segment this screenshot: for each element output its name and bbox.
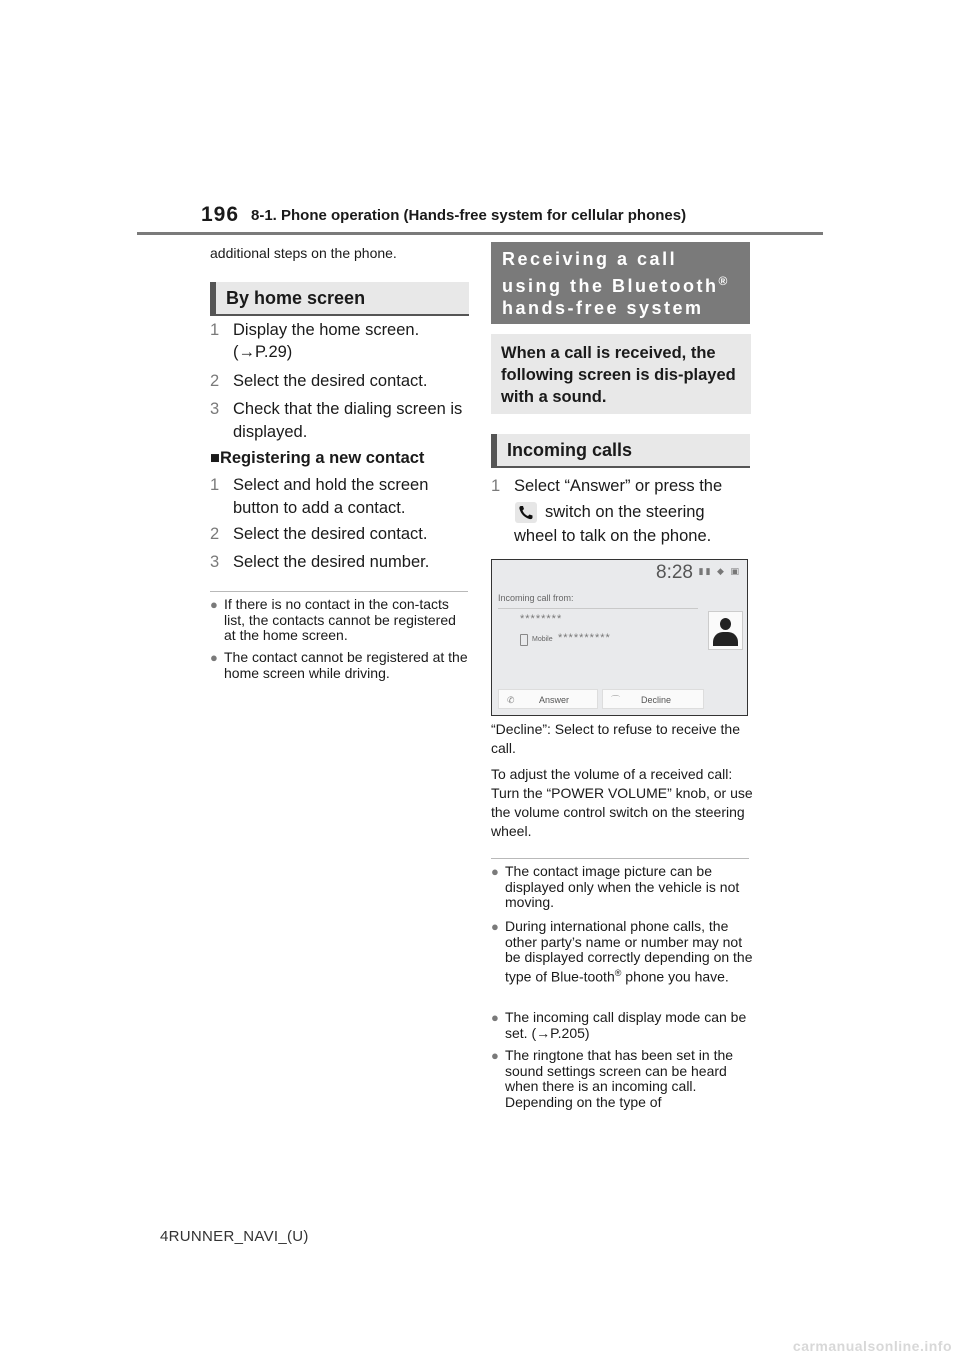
note-text: The incoming call display mode can be set. (→P.205) <box>505 1009 747 1041</box>
step-text: Select the desired contact. <box>233 372 428 390</box>
note-text: The ringtone that has been set in the sound settings screen can be heard when there is an incoming call. Depending on the type of <box>505 1047 734 1110</box>
phone-switch-icon <box>515 502 537 523</box>
step-text-line: wheel to talk on the phone. <box>514 527 712 545</box>
page-reference-link[interactable]: (→P.29) <box>233 343 293 361</box>
registered-mark: ® <box>614 967 622 978</box>
bullet-icon: ● <box>491 864 499 879</box>
answer-label: Answer <box>539 695 570 705</box>
step-number: 1 <box>210 321 220 339</box>
step-3 <box>210 398 472 444</box>
notes-divider <box>491 858 749 859</box>
note-text: The contact cannot be registered at the home screen while driving. <box>224 649 468 681</box>
register-step-2 <box>210 523 472 546</box>
bullet-icon: ● <box>491 919 499 934</box>
step-text: Check that the dialing screen is displayed. <box>233 400 463 441</box>
contact-avatar-icon <box>708 611 743 650</box>
chapter-title: 8-1. Phone operation (Hands-free system for cellular phones) <box>251 207 687 224</box>
note-item <box>210 597 468 644</box>
incoming-call-screen-illustration <box>491 559 748 716</box>
bullet-icon: ● <box>210 597 218 612</box>
subheading-registering-contact: ■Registering a new contact <box>210 449 425 467</box>
note-item <box>491 1048 753 1110</box>
register-step-1 <box>210 474 472 520</box>
watermark: carmanualsonline.info <box>792 1338 952 1354</box>
step-text-line: Select “Answer” or press the <box>514 477 723 495</box>
step-2 <box>210 370 472 393</box>
note-text: During international phone calls, the other party’s name or number may not be displayed correctly depending on the type of Blue-tooth® phone you have. <box>505 918 753 985</box>
step-number: 2 <box>210 372 220 390</box>
step-number: 1 <box>491 477 501 495</box>
note-item <box>491 1010 753 1041</box>
screen-title: Incoming call from: <box>498 593 574 603</box>
mobile-phone-icon <box>520 634 528 646</box>
step-number: 2 <box>210 525 220 543</box>
phone-decline-icon: ⌒ <box>611 695 621 705</box>
answer-button[interactable] <box>498 689 598 709</box>
step-text-line: switch on the steering <box>545 503 705 521</box>
note-item <box>210 650 468 681</box>
decline-description: “Decline”: Select to refuse to receive the call. <box>491 721 741 756</box>
register-step-3 <box>210 551 472 574</box>
step-text: Display the home screen. <box>233 321 420 339</box>
page-number: 196 <box>201 203 240 226</box>
step-text: Select and hold the screen button to add a contact. <box>233 476 429 517</box>
screen-clock: 8:28 <box>656 562 693 583</box>
step-text: Select the desired number. <box>233 553 430 571</box>
step-number: 3 <box>210 553 220 571</box>
heading-text-tail: hands-free system <box>502 298 704 318</box>
decline-label: Decline <box>641 695 672 705</box>
notes-divider <box>210 591 468 592</box>
footer-model-code: 4RUNNER_NAVI_(U) <box>160 1228 309 1245</box>
lead-text: additional steps on the phone. <box>210 245 397 261</box>
status-icons: ▮▮ ◆ ▣ <box>698 566 741 576</box>
heading-text: Receiving a call using the Bluetooth <box>502 249 719 296</box>
decline-button[interactable] <box>602 689 704 709</box>
note-item <box>491 919 753 985</box>
bullet-icon: ● <box>210 650 218 665</box>
caller-name: ******** <box>520 613 563 625</box>
caller-number: ********** <box>558 632 611 644</box>
step-number: 3 <box>210 400 220 418</box>
note-text: If there is no contact in the con-tacts list, the contacts cannot be registered at the home screen. <box>224 596 456 643</box>
volume-description: To adjust the volume of a received call: Turn the “POWER VOLUME” knob, or use the volume control switch on the steering wheel. <box>491 766 753 839</box>
step-1 <box>210 319 472 342</box>
bullet-icon: ● <box>491 1048 499 1063</box>
screen-divider <box>498 608 698 609</box>
header-rule <box>137 232 823 235</box>
section-heading-receiving-call <box>491 242 750 324</box>
bullet-icon: ● <box>491 1010 499 1025</box>
section-heading-by-home-screen: By home screen <box>210 282 469 316</box>
step-number: 1 <box>210 476 220 494</box>
note-text: The contact image picture can be displayed only when the vehicle is not moving. <box>505 863 740 910</box>
step-text: Select the desired contact. <box>233 525 428 543</box>
section-heading-incoming-calls: Incoming calls <box>491 434 750 468</box>
mobile-label: Mobile <box>532 636 553 643</box>
registered-mark: ® <box>718 274 728 288</box>
note-item <box>491 864 753 911</box>
summary-box: When a call is received, the following screen is dis-played with a sound. <box>491 334 751 414</box>
phone-answer-icon: ✆ <box>507 695 515 705</box>
